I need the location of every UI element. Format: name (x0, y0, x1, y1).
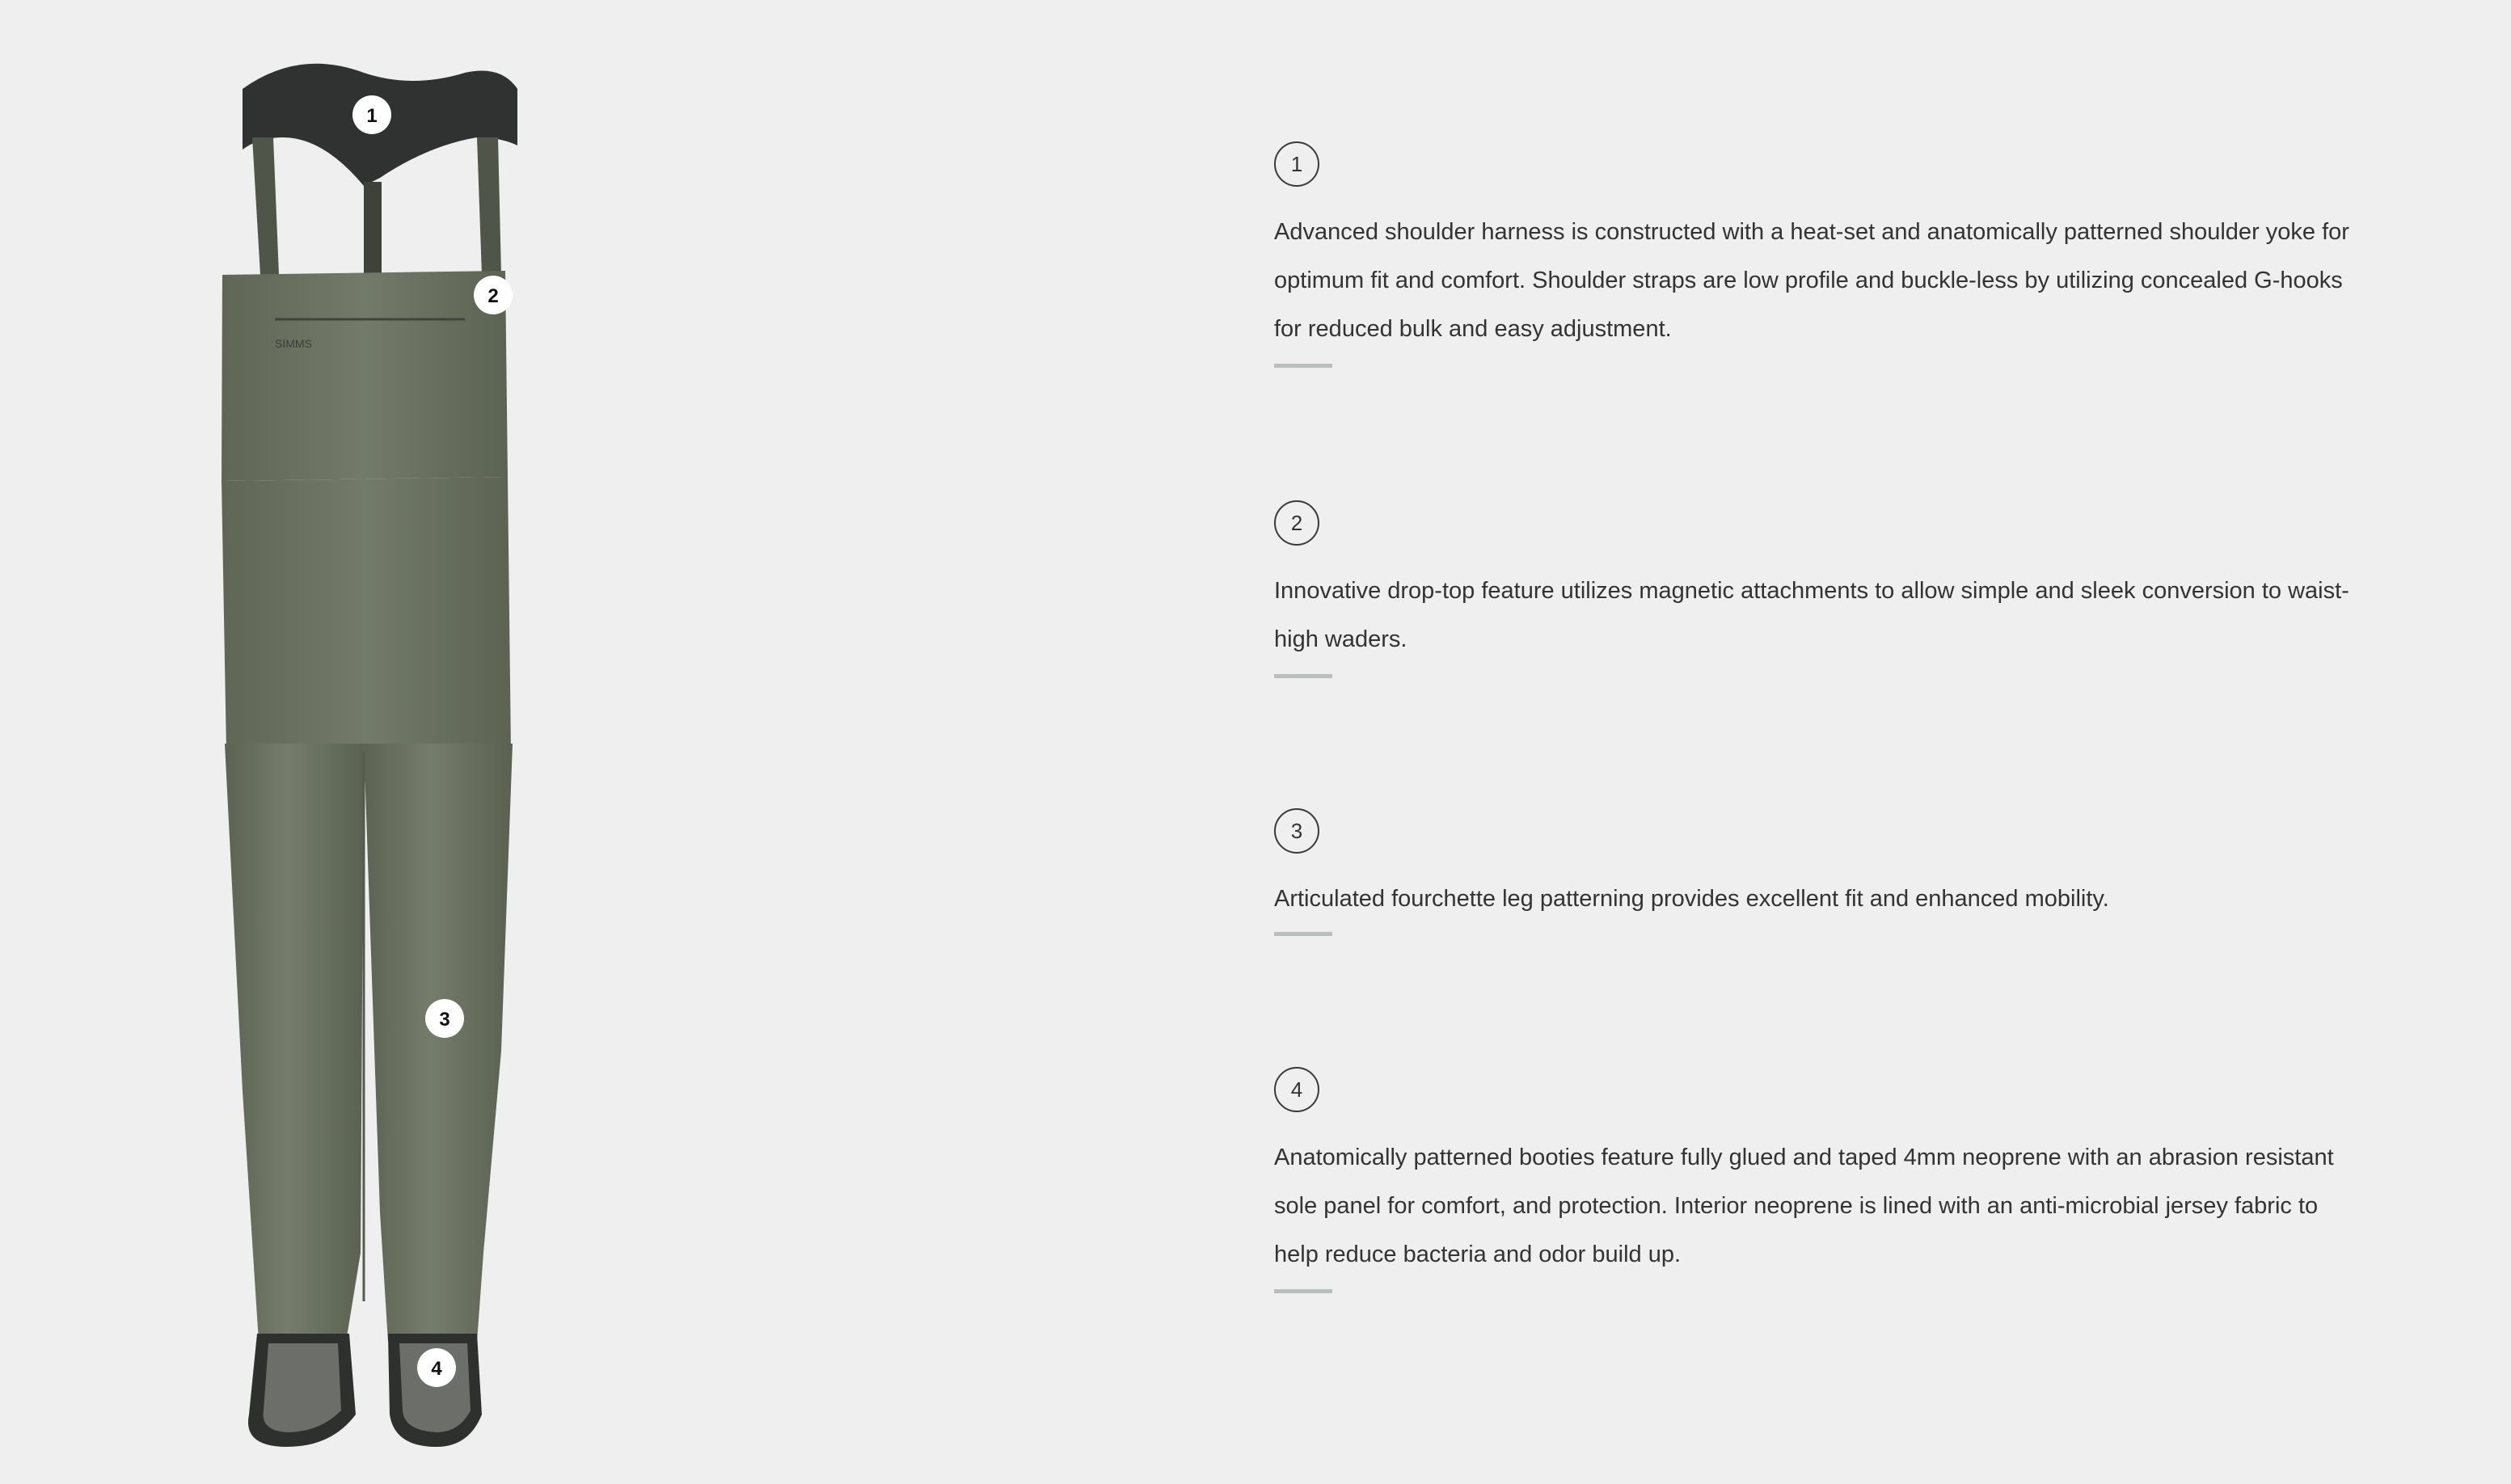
left-strap (252, 137, 279, 275)
feature-number-badge: 4 (1274, 1067, 1319, 1112)
left-leg (225, 744, 364, 1342)
svg-text:1: 1 (366, 105, 378, 127)
product-image (121, 40, 606, 1463)
brand-logo: SIMMS (275, 337, 312, 350)
center-strap (364, 182, 382, 275)
hotspot-1[interactable] (352, 95, 391, 134)
chest-panel (222, 271, 508, 481)
hotspot-2[interactable] (474, 276, 513, 314)
right-leg (364, 744, 513, 1342)
wader-illustration (121, 40, 606, 1463)
svg-text:4: 4 (431, 1358, 442, 1380)
feature-divider (1274, 674, 1332, 678)
feature-list (1274, 0, 2374, 1484)
feature-number-badge: 3 (1274, 808, 1319, 854)
feature-description: Articulated fourchette leg patterning provides excellent fit and enhanced mobility. (1274, 886, 2109, 912)
feature-number-badge: 1 (1274, 141, 1319, 187)
feature-divider (1274, 364, 1332, 368)
left-bootie-panel (264, 1343, 341, 1432)
feature-number-badge: 2 (1274, 500, 1319, 546)
feature-divider (1274, 932, 1332, 936)
svg-text:3: 3 (439, 1009, 450, 1031)
right-strap (477, 137, 501, 275)
feature-divider (1274, 1289, 1332, 1293)
feature-description: Advanced shoulder harness is constructed with a heat-set and anatomically patterned shoulder yoke for optimum fit and comfort. Shoulder straps are low profile and buckle-less by utilizing concealed G-hooks for reduced bulk and easy adjustment. (1274, 219, 2349, 342)
lower-torso (222, 477, 511, 752)
feature-description: Anatomically patterned booties feature fully glued and taped 4mm neoprene with an abrasion resistant sole panel for comfort, and protection. Interior neoprene is lined with an anti-microbial jersey fabric to help reduce bacteria and odor build up. (1274, 1145, 2334, 1267)
hotspot-3[interactable] (425, 999, 464, 1038)
feature-description: Innovative drop-top feature utilizes magnetic attachments to allow simple and sleek conversion to waist-high waders. (1274, 578, 2349, 652)
svg-text:2: 2 (487, 285, 499, 307)
hotspot-4[interactable] (417, 1348, 456, 1387)
